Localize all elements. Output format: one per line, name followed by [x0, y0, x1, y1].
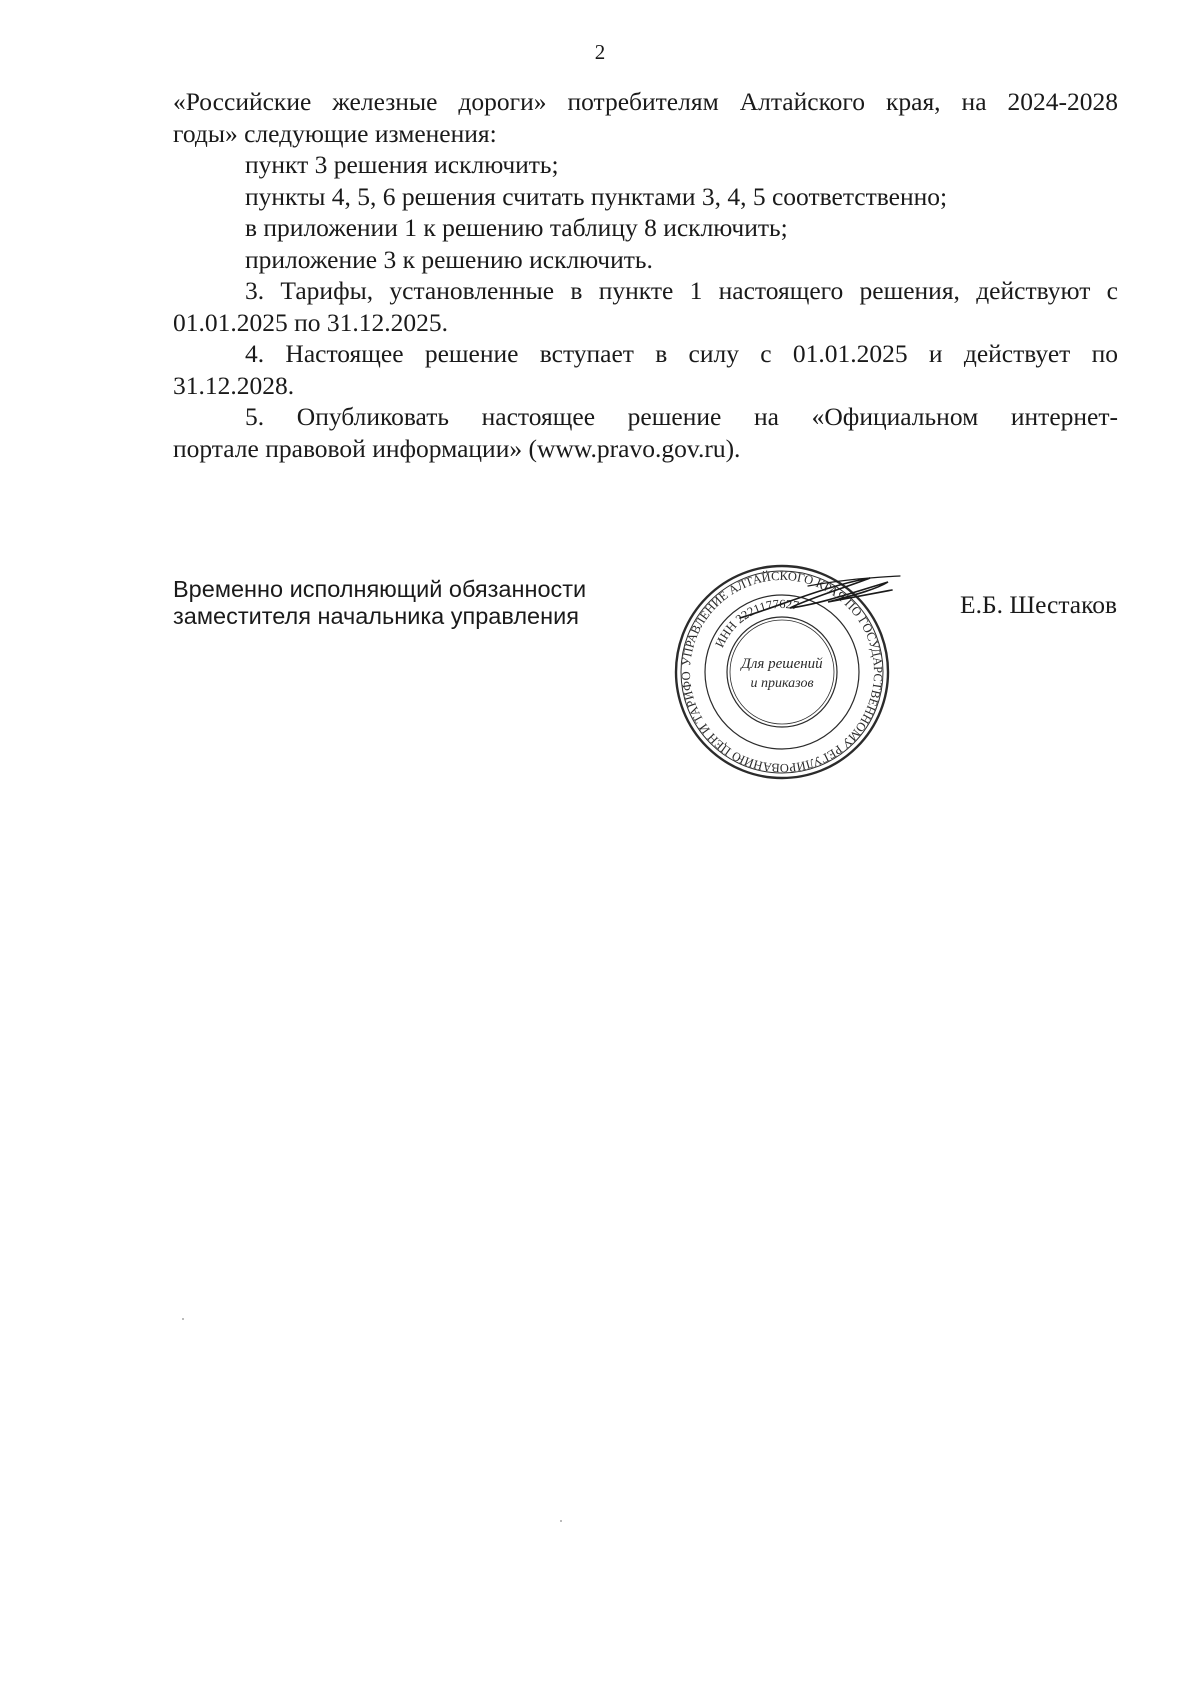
item-3-line: 01.01.2025 по 31.12.2025.	[173, 307, 449, 337]
position-line: заместителя начальника управления	[173, 603, 579, 629]
seal-graphic	[660, 556, 904, 786]
seal-center-line: и приказов	[750, 676, 814, 691]
item-5-line: портале правовой информации» (www.pravo.gov.ru).	[173, 433, 741, 463]
document-body	[173, 86, 1118, 464]
official-seal	[660, 556, 904, 786]
paragraph-line: «Российские железные дороги» потребителям Алтайского края, на 2024-2028	[173, 87, 1118, 116]
change-item: приложение 3 к решению исключить.	[245, 244, 653, 274]
item-3-line: 3. Тарифы, установленные в пункте 1 настоящего решения, действуют с	[245, 276, 1118, 305]
scan-speck	[182, 1318, 184, 1320]
item-4-line: 31.12.2028.	[173, 370, 295, 400]
seal-outer-text: УПРАВЛЕНИЕ АЛТАЙСКОГО КРАЯ ПО ГОСУДАРСТВЕННОМУ РЕГУЛИРОВАНИЮ ЦЕН И ТАРИФО	[678, 568, 886, 776]
seal-center-line: Для решений	[741, 656, 823, 672]
page-number: 2	[594, 40, 606, 64]
scan-speck	[560, 1520, 562, 1522]
change-item: в приложении 1 к решению таблицу 8 исключить;	[245, 213, 788, 242]
change-item: пункты 4, 5, 6 решения считать пунктами 3, 4, 5 соответственно;	[245, 181, 948, 211]
position-line: Временно исполняющий обязанности	[173, 576, 587, 602]
change-item: пункт 3 решения исключить;	[245, 150, 559, 179]
signatory-name: Е.Б. Шестаков	[960, 590, 1117, 619]
item-4-line: 4. Настоящее решение вступает в силу с 01.01.2025 и действует по	[245, 339, 1118, 368]
item-5-line: 5. Опубликовать настоящее решение на «Официальном интернет-	[245, 402, 1118, 431]
signatory-position	[173, 576, 693, 630]
seal-inner-text: ИНН 2221177627	[712, 596, 801, 650]
paragraph-line: годы» следующие изменения:	[173, 118, 497, 148]
